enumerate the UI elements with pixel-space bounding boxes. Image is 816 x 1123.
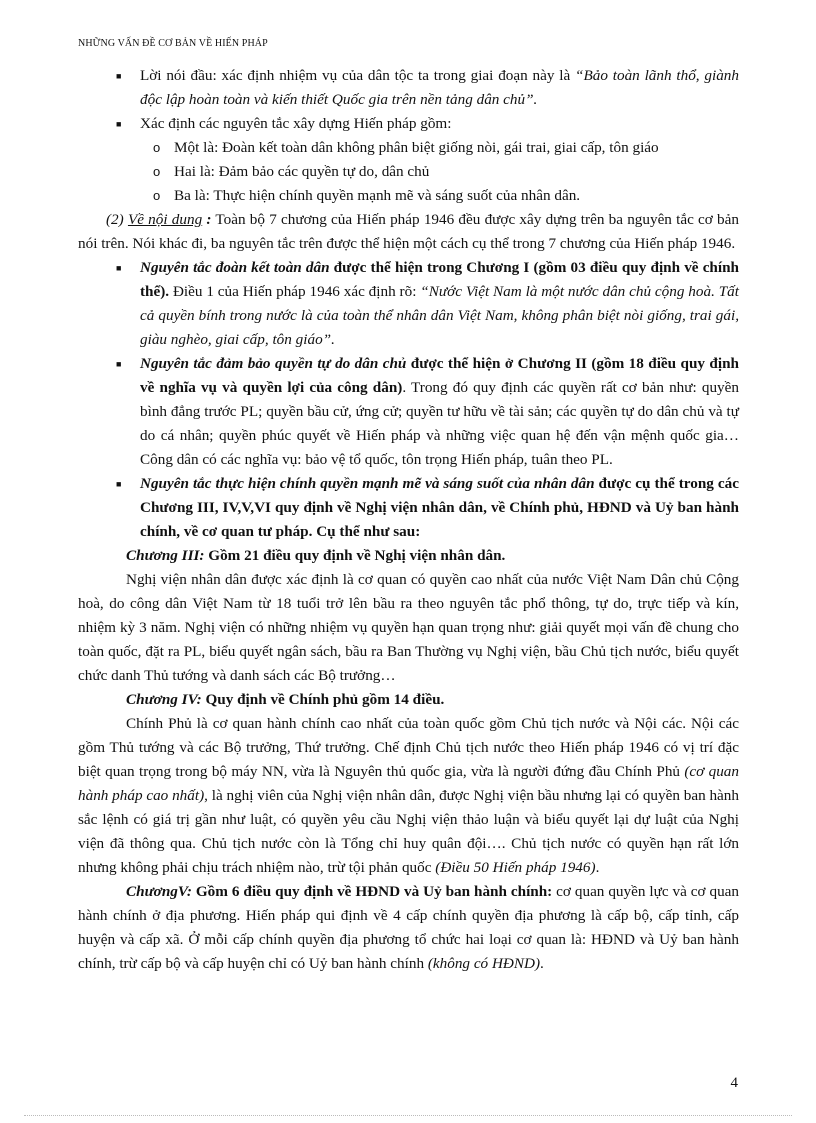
chapter-4-text: Chính Phủ là cơ quan hành chính cao nhất của toàn quốc gồm Chủ tịch nước và Nội các. Nội các gồm Thủ tướng và các Bộ trưởng, Thứ trưởng. Chế định Chủ tịch nước theo Hiến pháp 1946 có vị trí đặc biệt quan trọng trong bộ máy NN, vừa là Nguyên thủ quốc gia, vừa là người đứng đầu Chính Phủ (cơ quan hành pháp cao nhất), là nghị viên của Nghị viện nhân dân, được Nghị viện bầu nhưng lại có quyền ban hành sắc lệnh có giá trị gần như luật, có quyền yêu cầu Nghị viện thảo luận và biểu quyết lại dự luật của Nghị viện đã thông qua. Chủ tịch nước còn là Tổng chỉ huy quân đội…. Chủ tịch nước có quyền hạn rất lớn nhưng không phải chịu trách nhiệm nào, trừ tội phản quốc (Điều 50 Hiến pháp 1946). [78,715,739,876]
sub-item-3: o Ba là: Thực hiện chính quyền mạnh mẽ và sáng suốt của nhân dân. [78,184,739,208]
running-header: NHỮNG VẤN ĐỀ CƠ BẢN VỀ HIẾN PHÁP [78,38,268,49]
page-number: 4 [730,1075,738,1091]
square-bullet-icon: ■ [116,479,122,489]
circle-bullet-icon: o [153,188,161,203]
bullet-preamble: ■ Lời nói đầu: xác định nhiệm vụ của dân tộc ta trong giai đoạn này là “Bảo toàn lãnh thổ, giành độc lập hoàn toàn và kiến thiết Quốc gia trên nền tảng dân chủ”. [78,64,739,112]
square-bullet-icon: ■ [116,263,122,273]
bullet-principles: ■ Xác định các nguyên tắc xây dựng Hiến pháp gồm: [78,112,739,136]
chapter-3-heading: Chương III: Gồm 21 điều quy định về Nghị viện nhân dân. [126,547,506,564]
square-bullet-icon: ■ [116,119,122,129]
bullet-principle-unity: ■ Nguyên tắc đoàn kết toàn dân được thể hiện trong Chương I (gồm 03 điều quy định về chính thể). Điều 1 của Hiến pháp 1946 xác định rõ: “Nước Việt Nam là một nước dân chủ cộng hoà. Tất cả quyền bính trong nước là của toàn thể nhân dân Việt Nam, không phân biệt nòi giống, trai gái, giàu nghèo, giai cấp, tôn giáo”. [78,256,739,352]
page-content [78,64,739,976]
circle-bullet-icon: o [153,164,161,179]
bullet-principle-freedom: ■ Nguyên tắc đảm bảo quyền tự do dân chủ được thể hiện ở Chương II (gồm 18 điều quy định về nghĩa vụ và quyền lợi của công dân). Trong đó quy định các quyền rất cơ bản như: quyền bình đẳng trước PL; quyền bầu cử, ứng cử; quyền tư hữu về tài sản; các quyền tự do dân chủ và tự do cá nhân; quyền phúc quyết về Hiến pháp và những việc quan hệ đến vận mệnh quốc gia… Công dân có các nghĩa vụ: bảo vệ tổ quốc, tôn trọng Hiến pháp, tuân theo PL. [78,352,739,472]
chapter-5-text: ChươngV: Gồm 6 điều quy định về HĐND và Uỷ ban hành chính: cơ quan quyền lực và cơ quan hành chính ở địa phương. Hiến pháp qui định về 4 cấp chính quyền địa phương là cấp bộ, cấp tỉnh, cấp huyện và cấp xã. Ở mỗi cấp chính quyền địa phương tổ chức hai loại cơ quan là: HĐND và Uỷ ban hành chính, trừ cấp bộ và cấp huyện chỉ có Uỷ ban hành chính (không có HĐND). [78,883,739,972]
chapter-4-heading: Chương IV: Quy định về Chính phủ gồm 14 điều. [126,691,445,708]
bullet-principle-government: ■ Nguyên tắc thực hiện chính quyền mạnh mẽ và sáng suốt của nhân dân được cụ thể trong các Chương III, IV,V,VI quy định về Nghị viện nhân dân, về Chính phủ, HĐND và Uỷ ban hành chính, về cơ quan tư pháp. Cụ thể như sau: [78,472,739,544]
square-bullet-icon: ■ [116,71,122,81]
page-break-divider [24,1115,792,1116]
square-bullet-icon: ■ [116,359,122,369]
content-paragraph: (2) Về nội dung : Toàn bộ 7 chương của Hiến pháp 1946 đều được xây dựng trên ba nguyên tắc cơ bản nói trên. Nói khác đi, ba nguyên tắc trên được thể hiện một cách cụ thể trong 7 chương của Hiến pháp 1946. [78,211,739,252]
sub-item-1: o Một là: Đoàn kết toàn dân không phân biệt giống nòi, gái trai, giai cấp, tôn giáo [78,136,739,160]
sub-item-2: o Hai là: Đảm bảo các quyền tự do, dân chủ [78,160,739,184]
chapter-3-text: Nghị viện nhân dân được xác định là cơ quan có quyền cao nhất của nước Việt Nam Dân chủ Cộng hoà, do công dân Việt Nam từ 18 tuổi trở lên bầu ra theo nguyên tắc phổ thông, tự do, trực tiếp và kín, nhiệm kỳ 3 năm. Nghị viện có những nhiệm vụ quyền hạn quan trọng như: giải quyết mọi vấn đề chung cho toàn quốc, đặt ra PL, biểu quyết ngân sách, bầu ra Ban Thường vụ Nghị viện, bầu Chủ tịch nước, biểu quyết chức danh Thủ tướng và danh sách các Bộ trưởng… [78,571,739,684]
circle-bullet-icon: o [153,140,161,155]
